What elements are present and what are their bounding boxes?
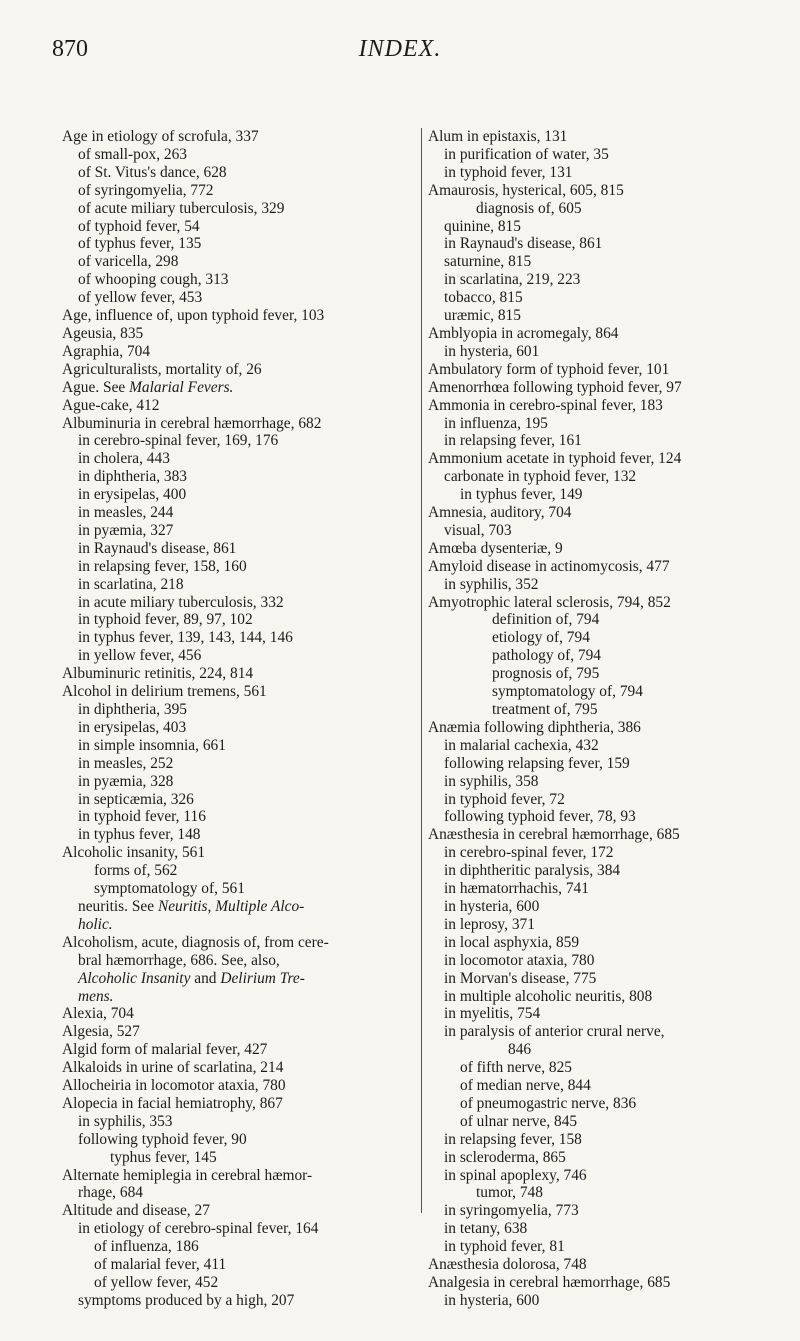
entry-text: treatment of, 795 <box>492 701 598 718</box>
index-entry <box>428 200 776 218</box>
index-entry <box>62 1184 418 1202</box>
entry-text: in measles, 244 <box>78 504 174 522</box>
entry-text: bral hæmorrhage, 686. See, also, <box>78 951 280 969</box>
index-entry <box>428 415 776 433</box>
entry-text: in local asphyxia, 859 <box>444 933 580 951</box>
index-entry <box>428 844 776 862</box>
index-entry <box>62 235 418 253</box>
index-entry <box>428 773 776 791</box>
entry-text: saturnine, 815 <box>444 253 532 271</box>
entry-cross-reference: Delirium Tre- <box>220 969 305 987</box>
index-entry <box>428 988 776 1006</box>
entry-text: rhage, 684 <box>78 1184 143 1202</box>
index-entry <box>62 1113 418 1131</box>
index-entry <box>428 1023 776 1041</box>
index-entry <box>62 1041 418 1059</box>
entry-text: Amnesia, auditory, 704 <box>428 504 572 522</box>
entry-text: Allocheiria in locomotor ataxia, 780 <box>62 1077 286 1095</box>
entry-text: Alcoholism, acute, diagnosis of, from cere- <box>62 933 329 951</box>
entry-text: in typhus fever, 139, 143, 144, 146 <box>78 629 293 647</box>
index-entry <box>428 934 776 952</box>
index-entry <box>62 164 418 182</box>
index-entry <box>62 1149 418 1167</box>
index-entry <box>428 379 776 397</box>
index-entry <box>428 432 776 450</box>
index-entry <box>62 862 418 880</box>
index-entry <box>62 1220 418 1238</box>
entry-text: prognosis of, 795 <box>492 665 600 683</box>
entry-text: Age, influence of, upon typhoid fever, 103 <box>62 307 325 325</box>
index-entry <box>428 1005 776 1023</box>
entry-text: in multiple alcoholic neuritis, 808 <box>444 987 653 1005</box>
entry-text: of pneumogastric nerve, 836 <box>460 1094 637 1112</box>
entry-text: tumor, 748 <box>476 1184 543 1202</box>
entry-text: Ague-cake, 412 <box>62 396 160 414</box>
entry-text: in diphtheria, 395 <box>78 701 187 718</box>
entry-text: in myelitis, 754 <box>444 1005 541 1023</box>
index-entry <box>428 576 776 594</box>
entry-text: of yellow fever, 453 <box>78 289 203 307</box>
entry-text: in septicæmia, 326 <box>78 790 194 808</box>
page-number: 870 <box>52 36 88 62</box>
entry-text: in simple insomnia, 661 <box>78 736 226 754</box>
entry-text: symptomatology of, 794 <box>492 683 643 701</box>
entry-text: forms of, 562 <box>94 862 178 880</box>
index-entry <box>62 1238 418 1256</box>
index-entry <box>428 791 776 809</box>
entry-text: of influenza, 186 <box>94 1238 199 1256</box>
entry-text: in hysteria, 600 <box>444 1291 540 1309</box>
entry-text: Altitude and disease, 27 <box>62 1202 210 1220</box>
index-entry <box>428 522 776 540</box>
index-entry <box>62 397 418 415</box>
entry-text: Anæsthesia dolorosa, 748 <box>428 1256 587 1274</box>
index-entry <box>62 808 418 826</box>
index-entry <box>62 1095 418 1113</box>
entry-text: in pyæmia, 327 <box>78 521 174 539</box>
index-entry <box>428 1238 776 1256</box>
index-entry <box>62 486 418 504</box>
entry-text: quinine, 815 <box>444 217 521 235</box>
index-entry <box>62 791 418 809</box>
index-entry <box>428 1167 776 1185</box>
entry-text: symptomatology of, 561 <box>94 880 245 898</box>
index-entry <box>62 1202 418 1220</box>
index-entry <box>428 397 776 415</box>
index-entry <box>428 289 776 307</box>
index-entry <box>428 629 776 647</box>
entry-text: Alkaloids in urine of scarlatina, 214 <box>62 1059 284 1077</box>
index-entry <box>428 1059 776 1077</box>
entry-text: Algid form of malarial fever, 427 <box>62 1041 268 1059</box>
entry-text: Anæmia following diphtheria, 386 <box>428 718 641 736</box>
entry-text: following relapsing fever, 159 <box>444 754 630 772</box>
index-entry <box>62 737 418 755</box>
entry-text: in syphilis, 353 <box>78 1112 173 1130</box>
index-entry <box>62 844 418 862</box>
index-entry <box>62 576 418 594</box>
index-entry <box>62 701 418 719</box>
entry-text: of typhus fever, 135 <box>78 235 202 253</box>
entry-text: Amblyopia in acromegaly, 864 <box>428 324 619 342</box>
index-entry <box>428 1041 776 1059</box>
index-entry <box>428 1077 776 1095</box>
index-entry <box>62 432 418 450</box>
index-entry <box>428 952 776 970</box>
entry-cross-reference: holic. <box>78 915 113 933</box>
entry-text: Ammonium acetate in typhoid fever, 124 <box>428 450 682 468</box>
index-entry <box>62 916 418 934</box>
index-entry <box>428 1292 776 1310</box>
index-entry <box>62 361 418 379</box>
index-entry <box>62 647 418 665</box>
index-entry <box>428 862 776 880</box>
entry-text: Agraphia, 704 <box>62 342 151 360</box>
entry-text: of syringomyelia, 772 <box>78 181 214 199</box>
entry-text: Analgesia in cerebral hæmorrhage, 685 <box>428 1274 671 1291</box>
index-entry <box>62 665 418 683</box>
entry-text: and <box>190 969 221 987</box>
index-entry <box>428 916 776 934</box>
entry-text: Alcoholic insanity, 561 <box>62 844 206 862</box>
index-entry <box>62 970 418 988</box>
entry-text: Ageusia, 835 <box>62 324 144 342</box>
entry-text: Amaurosis, hysterical, 605, 815 <box>428 181 624 199</box>
index-entry <box>62 611 418 629</box>
entry-text: Albuminuric retinitis, 224, 814 <box>62 665 254 683</box>
index-entry <box>428 826 776 844</box>
entry-text: Amyloid disease in actinomycosis, 477 <box>428 557 670 575</box>
index-entry <box>62 182 418 200</box>
index-entry <box>62 200 418 218</box>
index-entry <box>428 808 776 826</box>
index-entry <box>428 737 776 755</box>
index-entry <box>428 1256 776 1274</box>
entry-text: in hysteria, 600 <box>444 897 540 915</box>
entry-text: in influenza, 195 <box>444 414 548 432</box>
index-entry <box>428 182 776 200</box>
index-entry <box>428 1274 776 1292</box>
index-entry <box>428 701 776 719</box>
entry-text: Ammonia in cerebro-spinal fever, 183 <box>428 396 663 414</box>
index-entry <box>62 1167 418 1185</box>
entry-text: in spinal apoplexy, 746 <box>444 1166 587 1184</box>
index-entry <box>62 880 418 898</box>
index-entry <box>428 611 776 629</box>
index-entry <box>62 1059 418 1077</box>
entry-text: in purification of water, 35 <box>444 145 609 163</box>
index-entry <box>62 719 418 737</box>
index-entry <box>428 146 776 164</box>
index-entry <box>62 522 418 540</box>
entry-text: in hysteria, 601 <box>444 342 540 360</box>
index-entry <box>62 379 418 397</box>
index-entry <box>62 826 418 844</box>
index-entry <box>428 558 776 576</box>
entry-text: Alexia, 704 <box>62 1005 134 1023</box>
index-entry <box>62 558 418 576</box>
entry-text: in hæmatorrhachis, 741 <box>444 880 589 898</box>
entry-text: in Raynaud's disease, 861 <box>444 235 603 253</box>
column-divider <box>421 128 422 1213</box>
index-entry <box>428 1184 776 1202</box>
index-entry <box>62 325 418 343</box>
entry-text: in cerebro-spinal fever, 172 <box>444 844 614 862</box>
entry-text: in diphtheritic paralysis, 384 <box>444 862 621 880</box>
entry-text: in typhus fever, 149 <box>460 486 583 504</box>
index-entry <box>62 504 418 522</box>
entry-text: in typhoid fever, 89, 97, 102 <box>78 611 253 629</box>
entry-text: Ambulatory form of typhoid fever, 101 <box>428 360 670 378</box>
entry-cross-reference: Alcoholic Insanity <box>78 969 191 987</box>
entry-cross-reference: Malarial Fevers. <box>129 378 234 396</box>
index-entry <box>428 307 776 325</box>
entry-text: in measles, 252 <box>78 754 174 772</box>
entry-text: Anæsthesia in cerebral hæmorrhage, 685 <box>428 826 680 844</box>
index-entry <box>428 1131 776 1149</box>
index-entry <box>428 647 776 665</box>
entry-text: in acute miliary tuberculosis, 332 <box>78 593 284 611</box>
index-entry <box>428 719 776 737</box>
entry-text: in erysipelas, 403 <box>78 718 187 736</box>
entry-text: carbonate in typhoid fever, 132 <box>444 468 637 486</box>
index-entry <box>428 361 776 379</box>
entry-cross-reference: mens. <box>78 987 114 1005</box>
entry-text: of fifth nerve, 825 <box>460 1059 572 1077</box>
index-entry <box>428 1095 776 1113</box>
entry-text: in typhus fever, 148 <box>78 826 201 844</box>
index-entry <box>428 218 776 236</box>
entry-text: in diphtheria, 383 <box>78 468 187 486</box>
entry-text: Alopecia in facial hemiatrophy, 867 <box>62 1094 283 1112</box>
index-entry <box>428 128 776 146</box>
entry-text: following typhoid fever, 90 <box>78 1130 247 1148</box>
index-entry <box>428 1113 776 1131</box>
index-entry <box>62 343 418 361</box>
entry-text: in typhoid fever, 116 <box>78 808 206 826</box>
index-entry <box>428 898 776 916</box>
index-entry <box>62 952 418 970</box>
index-entry <box>428 1149 776 1167</box>
entry-text: Amenorrhœa following typhoid fever, 97 <box>428 378 682 396</box>
entry-text: in relapsing fever, 158, 160 <box>78 557 247 575</box>
index-entry <box>62 773 418 791</box>
entry-text: in malarial cachexia, 432 <box>444 736 599 754</box>
entry-text: in paralysis of anterior crural nerve, <box>444 1023 665 1041</box>
entry-text: tobacco, 815 <box>444 289 523 307</box>
entry-text: Amyotrophic lateral sclerosis, 794, 852 <box>428 593 671 611</box>
entry-text: Albuminuria in cerebral hæmorrhage, 682 <box>62 414 322 432</box>
index-entry <box>62 307 418 325</box>
entry-text: Age in etiology of scrofula, 337 <box>62 128 259 145</box>
index-entry <box>428 1202 776 1220</box>
index-entry <box>428 253 776 271</box>
entry-text: in syphilis, 352 <box>444 575 539 593</box>
entry-text: in scarlatina, 218 <box>78 575 184 593</box>
index-entry <box>62 415 418 433</box>
index-entry <box>62 271 418 289</box>
index-entry <box>428 683 776 701</box>
index-entry <box>428 755 776 773</box>
index-entry <box>62 629 418 647</box>
entry-text: in erysipelas, 400 <box>78 486 187 504</box>
index-entry <box>428 271 776 289</box>
entry-text: following typhoid fever, 78, 93 <box>444 808 636 826</box>
index-entry <box>62 1292 418 1310</box>
index-entry <box>62 1131 418 1149</box>
entry-text: Ague. See <box>62 378 130 396</box>
entry-text: visual, 703 <box>444 521 512 539</box>
entry-text: in Morvan's disease, 775 <box>444 969 597 987</box>
entry-text: in relapsing fever, 161 <box>444 432 582 450</box>
index-entry <box>428 504 776 522</box>
index-column-left <box>62 128 418 1310</box>
entry-text: in syringomyelia, 773 <box>444 1202 579 1220</box>
index-entry <box>428 486 776 504</box>
entry-text: uræmic, 815 <box>444 307 521 325</box>
entry-text: in syphilis, 358 <box>444 772 539 790</box>
entry-text: of St. Vitus's dance, 628 <box>78 163 227 181</box>
entry-text: neuritis. See <box>78 897 158 915</box>
index-entry <box>62 683 418 701</box>
index-entry <box>428 343 776 361</box>
entry-text: in typhoid fever, 81 <box>444 1238 565 1256</box>
entry-text: of typhoid fever, 54 <box>78 217 200 235</box>
entry-text: in relapsing fever, 158 <box>444 1130 582 1148</box>
entry-text: in Raynaud's disease, 861 <box>78 539 237 557</box>
entry-text: in cholera, 443 <box>78 450 170 468</box>
entry-text: Alum in epistaxis, 131 <box>428 128 568 145</box>
index-entry <box>62 540 418 558</box>
index-entry <box>428 164 776 182</box>
index-entry <box>62 468 418 486</box>
entry-text: definition of, 794 <box>492 611 600 629</box>
running-head: INDEX. <box>358 36 442 62</box>
entry-text: of whooping cough, 313 <box>78 271 229 289</box>
entry-text: of varicella, 298 <box>78 253 179 271</box>
entry-text: of median nerve, 844 <box>460 1077 591 1095</box>
index-entry <box>62 898 418 916</box>
entry-text: of malarial fever, 411 <box>94 1256 227 1274</box>
index-entry <box>62 1256 418 1274</box>
entry-cross-reference: Neuritis, Multiple Alco- <box>157 897 305 915</box>
entry-text: in yellow fever, 456 <box>78 647 202 665</box>
index-entry <box>62 253 418 271</box>
entry-text: Alcohol in delirium tremens, 561 <box>62 683 267 701</box>
entry-text: Alternate hemiplegia in cerebral hæmor- <box>62 1166 313 1184</box>
index-entry <box>62 146 418 164</box>
index-entry <box>428 468 776 486</box>
entry-text: Agriculturalists, mortality of, 26 <box>62 360 262 378</box>
entry-text: in scarlatina, 219, 223 <box>444 271 581 289</box>
entry-text: typhus fever, 145 <box>110 1148 217 1166</box>
index-entry <box>62 128 418 146</box>
entry-text: symptoms produced by a high, 207 <box>78 1291 295 1309</box>
entry-text: of ulnar nerve, 845 <box>460 1112 578 1130</box>
index-entry <box>62 289 418 307</box>
entry-text: in tetany, 638 <box>444 1220 528 1238</box>
index-entry <box>428 325 776 343</box>
entry-text: in cerebro-spinal fever, 169, 176 <box>78 432 279 450</box>
index-entry <box>428 594 776 612</box>
entry-text: in pyæmia, 328 <box>78 772 174 790</box>
index-entry <box>62 1274 418 1292</box>
index-entry <box>62 1023 418 1041</box>
index-entry <box>62 218 418 236</box>
index-entry <box>428 235 776 253</box>
entry-text: in locomotor ataxia, 780 <box>444 951 595 969</box>
entry-text: in scleroderma, 865 <box>444 1148 566 1166</box>
entry-text: in leprosy, 371 <box>444 915 535 933</box>
index-entry <box>62 594 418 612</box>
entry-text: in typhoid fever, 72 <box>444 790 565 808</box>
index-column-right <box>428 128 776 1310</box>
entry-text: in typhoid fever, 131 <box>444 163 573 181</box>
index-entry <box>428 450 776 468</box>
index-entry <box>428 880 776 898</box>
entry-text: Amœba dysenteriæ, 9 <box>428 539 563 557</box>
entry-text: of acute miliary tuberculosis, 329 <box>78 199 285 217</box>
entry-text: etiology of, 794 <box>492 629 590 647</box>
index-entry <box>62 450 418 468</box>
entry-text: Algesia, 527 <box>62 1023 140 1041</box>
index-entry <box>428 665 776 683</box>
index-entry <box>428 1220 776 1238</box>
index-entry <box>62 1077 418 1095</box>
entry-text: in etiology of cerebro-spinal fever, 164 <box>78 1220 319 1238</box>
index-entry <box>62 755 418 773</box>
index-entry <box>428 540 776 558</box>
index-entry <box>62 934 418 952</box>
index-entry <box>62 1005 418 1023</box>
entry-text: diagnosis of, 605 <box>476 199 582 217</box>
index-entry <box>428 970 776 988</box>
page-header <box>0 36 800 76</box>
entry-text: of small-pox, 263 <box>78 145 188 163</box>
entry-text: of yellow fever, 452 <box>94 1274 219 1291</box>
entry-text: 846 <box>508 1041 532 1059</box>
index-entry <box>62 988 418 1006</box>
entry-text: pathology of, 794 <box>492 647 602 665</box>
